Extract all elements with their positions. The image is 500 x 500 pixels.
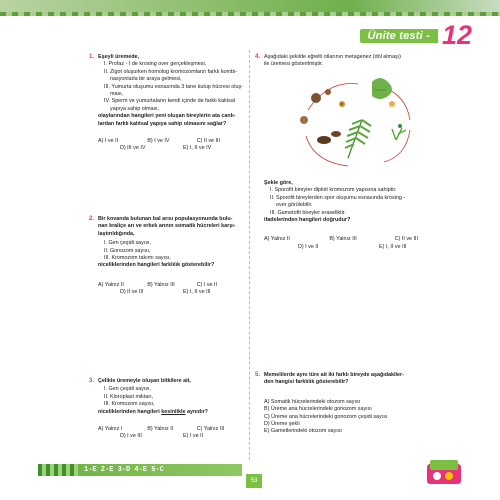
options-row [98,138,246,145]
header-number: 12 [441,20,472,50]
question-ask: olaylarından hangileri yeni oluşan bireylerin ata canlı- [98,113,236,120]
statement: IV. Sperm ve yumurtaların kendi içinde de farklı kalıtsal [104,98,236,105]
statement-cont: nasyonlarla bir araya gelmesi, [110,76,182,83]
options-row [264,244,460,251]
option-d[interactable]: D) Üreme şekli [264,421,300,428]
question-3 [89,378,246,441]
top-decorative-band [0,0,500,16]
option-e[interactable]: E) I, II ve III [379,243,407,250]
option-a[interactable]: A) Yalnız II [264,236,290,243]
statement: I. Gen çeşidi sayısı, [104,386,152,393]
option-e[interactable]: E) I ve II [183,433,204,440]
publisher-logo-icon [427,458,461,486]
question-number: 4. [255,54,261,60]
option-b[interactable]: B) Yalnız II [147,426,174,433]
question-number: 5. [255,372,261,378]
ask-text: niceliklerinden hangileri [98,408,162,415]
lead-text: Şekle göre, [264,180,293,186]
options-row [98,289,246,296]
option-d[interactable]: D) I ve III [120,433,142,440]
question-number: 2. [89,216,95,222]
option-b[interactable]: B) Yalnız III [329,236,357,243]
statement: I. Profaz - I de krosing over gerçekleşmesi, [104,61,207,68]
option-c[interactable]: C) II ve III [196,138,221,145]
cycle-arrow [384,130,410,162]
column-divider [249,50,250,460]
question-stem: Aşağıdaki şekilde eğrelti otlarının metagenez (döl almaşı) [264,54,401,60]
option-e[interactable]: E) I, II ve IV [183,145,212,152]
ask-emphasis: kesinlikle [161,408,186,415]
statement: III. Gametofit bireyler eraseliktir. [270,209,346,216]
fern-life-cycle-figure [288,70,428,174]
question-4 [255,54,460,69]
options-row [98,426,246,433]
question-ask [98,409,246,416]
options-row [98,433,246,440]
statement: III. Kromozom takımı sayısı, [104,255,171,262]
option-a[interactable]: A) I ve II [98,138,119,145]
options-row [98,282,246,289]
statement: II. Gonozom sayısı, [104,247,151,254]
option-a[interactable]: A) Somatik hücrelerindeki otozom sayısı [264,398,361,405]
option-a[interactable]: A) Yalnız II [98,281,124,288]
option-b[interactable]: B) Üreme ana hücrelerindeki gonozom sayısı [264,406,372,413]
statement-cont: yapıya sahip olması, [110,105,160,112]
option-d[interactable]: D) III ve IV [120,145,146,152]
question-4-body [264,180,460,251]
statement-cont: over görülebilir. [276,202,313,209]
statement: I. Sporofit bireyler diploit kromozom yapısına sahiptir. [270,187,397,194]
statement: II. Zigot oluşurken homolog kromozomların farklı kombi- [104,68,238,75]
option-c[interactable]: C) I ve II [196,281,218,288]
option-a[interactable]: A) Yalnız I [98,426,123,433]
question-number: 1. [89,54,95,60]
statement: III. Kromozom sayısı, [104,401,155,408]
option-e[interactable]: E) I, II ve III [183,289,211,296]
question-1 [89,54,246,153]
question-5 [255,372,460,436]
option-c[interactable]: C) Üreme ana hücrelerindeki gonozom çeşidi sayısı [264,413,388,420]
question-ask: niceliklerinden hangileri farklılık gösterebilir? [98,262,215,269]
fern-sporophyte-icon [345,120,371,158]
options-row [98,145,246,152]
answer-key-bar [38,464,242,476]
header-label: Ünite testi - [360,29,439,43]
option-e[interactable]: E) Gametlerindeki otozom sayısı [264,428,342,435]
question-stem: laştırıldığında, [98,230,135,237]
option-b[interactable]: B) I ve IV [147,138,170,145]
question-ask: lardan farklı kalıtsal yapıya sahip olmasını sağlar? [98,120,227,127]
options-row [264,236,460,243]
question-stem: ile üremesi gösterilmiştir. [264,61,324,68]
question-stem: den hangisi farklılık gösterebilir? [264,379,349,386]
spore-icon [300,89,331,124]
young-sporophyte-icon [392,124,406,140]
question-stem: Çelikle üremeyle oluşan bitkilere ait, [98,378,191,384]
gametophyte-icon [372,78,392,99]
question-stem: Memelilerde aynı türe ait iki farklı bireyde aşağıdakiler- [264,372,404,378]
question-number: 3. [89,378,95,384]
sorus-icon [317,131,341,144]
question-stem: nan kraliçe arı ve erkek arının somatik hücreleri karşı- [98,223,236,230]
statement: II. Sporofit bireylerden spor oluşumu esnasında krosing - [270,194,406,201]
statement: I. Gen çeşidi sayısı, [104,240,152,247]
unit-test-header [360,20,472,50]
cell-icon [339,101,395,107]
option-b[interactable]: B) Yalnız III [147,281,175,288]
option-d[interactable]: D) I ve II [298,243,319,250]
question-stem: Eşeyli üremede, [98,54,140,60]
question-2 [89,216,246,297]
option-c[interactable]: C) II ve III [394,236,419,243]
question-stem: Bir kovanda bulunan bal arısı populasyonunda bulu- [98,216,233,222]
statement: II. Kloroplast miktarı, [104,393,154,400]
statement-cont: ması, [110,91,124,98]
statement: III. Yumurta oluşumu esnasında 3 tane kutup hücresi oluş- [104,83,243,90]
answer-key: 1-E 2-E 3-D 4-E 5-C [84,466,164,474]
question-ask: ifadelerinden hangileri doğrudur? [264,217,351,224]
page-number: 53 [246,474,262,488]
option-d[interactable]: D) II ve III [120,289,144,296]
ask-text: aynıdır? [185,408,208,415]
option-c[interactable]: C) Yalnız III [196,426,225,433]
